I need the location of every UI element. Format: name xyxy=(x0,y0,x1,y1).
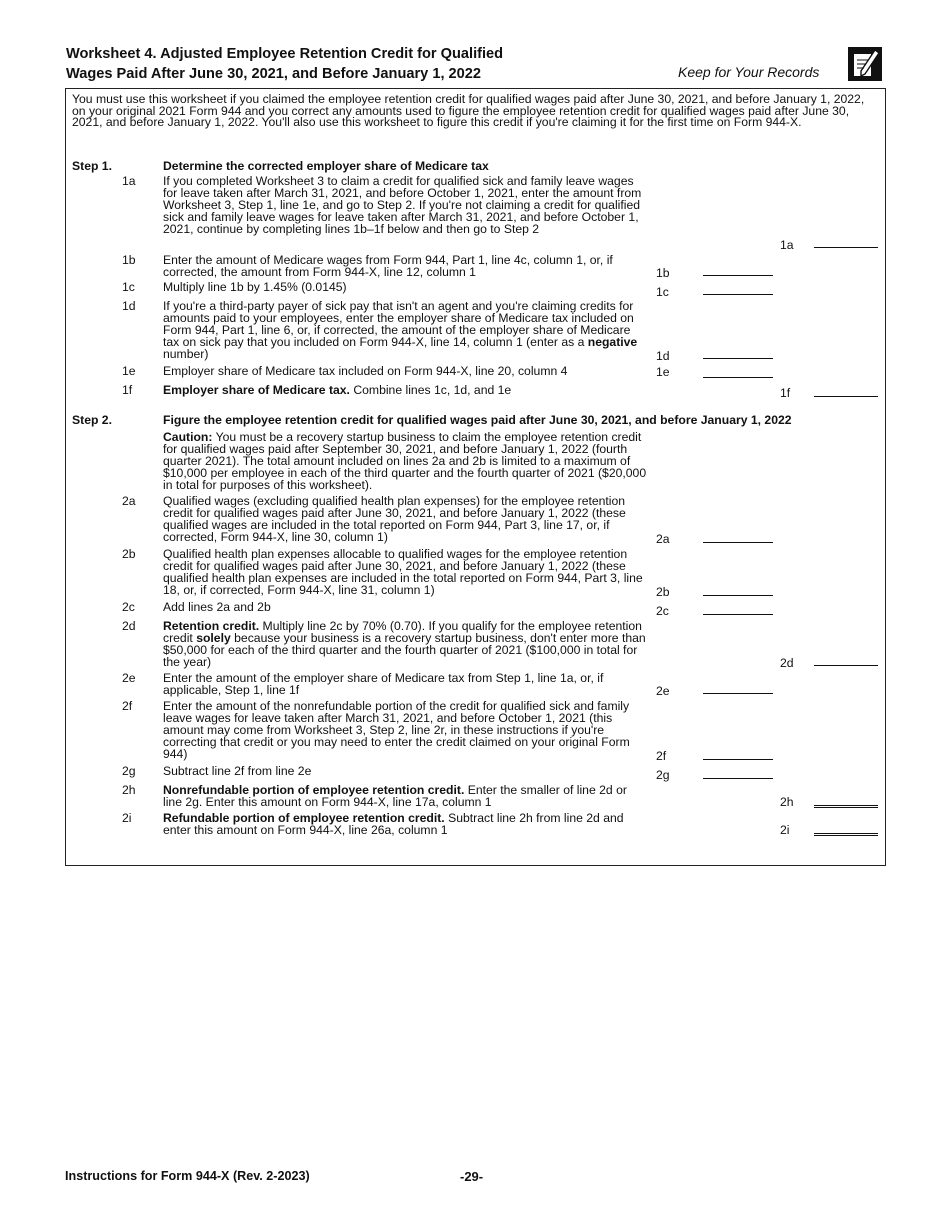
footer-page-number: -29- xyxy=(460,1169,484,1184)
line-1b-text: Enter the amount of Medicare wages from Form 944, Part 1, line 4c, column 1, or, if corrected, the amount from Form 944-X, line 12, column 1 xyxy=(163,253,613,279)
line-2f-ref: 2f xyxy=(656,749,667,763)
line-2f-amount-field[interactable] xyxy=(703,759,773,760)
line-2i-amount-field[interactable] xyxy=(814,833,878,836)
line-2h-ref: 2h xyxy=(780,795,794,809)
line-1b-number: 1b xyxy=(122,253,136,267)
worksheet-title xyxy=(66,44,503,84)
line-1a-ref: 1a xyxy=(780,238,794,252)
line-2g-amount-field[interactable] xyxy=(703,778,773,779)
line-1e-ref: 1e xyxy=(656,365,670,379)
line-2a-amount-field[interactable] xyxy=(703,542,773,543)
worksheet-title-line2: Wages Paid After June 30, 2021, and Before January 1, 2022 xyxy=(66,66,482,82)
line-1d-ref: 1d xyxy=(656,349,670,363)
line-1c-ref: 1c xyxy=(656,285,669,299)
pen-on-paper-icon xyxy=(848,47,882,81)
line-2e-number: 2e xyxy=(122,671,136,685)
footer-form-name: Instructions for Form 944-X (Rev. 2-2023) xyxy=(65,1169,310,1183)
line-2b-ref: 2b xyxy=(656,585,670,599)
line-1d-number: 1d xyxy=(122,299,136,313)
line-2d-text: Retention credit. Multiply line 2c by 70% (0.70). If you qualify for the employee retention credit solely because your business is a recovery startup business, don't enter more than $50,000 for each of the third quarter and the fourth quarter of 2021 ($100,000 in total for the year) xyxy=(163,619,646,669)
line-2e-amount-field[interactable] xyxy=(703,693,773,694)
line-1c-number: 1c xyxy=(122,280,135,294)
line-1b-ref: 1b xyxy=(656,266,670,280)
line-1e-number: 1e xyxy=(122,364,136,378)
step2-caution: Caution: You must be a recovery startup business to claim the employee retention credit for qualified wages paid after September 30, 2021, and before January 1, 2022 (fourth quarter 2021). The total amount included on lines 2a and 2b is limited to a maximum of $10,000 per employee in each of the third quarter and the fourth quarter of 2021 ($20,000 in total for purposes of this worksheet). xyxy=(163,430,647,492)
line-1a-text: If you completed Worksheet 3 to claim a credit for qualified sick and family leave wages for leave taken after March 31, 2021, and before October 1, 2021, enter the amount from Worksheet 3, Step 1, line 1e, and go to Step 2. If you're not claiming a credit for qualified sick and family leave wages for leave taken after March 31, 2021, and before October 1, 2021, continue by completing lines 1b–1f below and then go to Step 2 xyxy=(163,175,642,236)
line-2b-amount-field[interactable] xyxy=(703,595,773,596)
line-2d-amount-field[interactable] xyxy=(814,665,878,666)
line-1e-text: Employer share of Medicare tax included on Form 944-X, line 20, column 4 xyxy=(163,364,568,378)
line-2c-ref: 2c xyxy=(656,604,669,618)
line-1f-amount-field[interactable] xyxy=(814,396,878,397)
line-2e-text: Enter the amount of the employer share of Medicare tax from Step 1, line 1a, or, if applicable, Step 1, line 1f xyxy=(163,671,604,697)
line-1f-number: 1f xyxy=(122,383,133,397)
line-2d-ref: 2d xyxy=(780,656,794,670)
line-2g-ref: 2g xyxy=(656,768,670,782)
line-2e-ref: 2e xyxy=(656,684,670,698)
line-2c-number: 2c xyxy=(122,600,135,614)
line-1b-amount-field[interactable] xyxy=(703,275,773,276)
line-1d-amount-field[interactable] xyxy=(703,358,773,359)
worksheet-intro: You must use this worksheet if you claimed the employee retention credit for qualified wages paid after June 30, 2021, and before January 1, 2022, on your original 2021 Form 944 and you correct any amounts used to figure the employee retention credit for qualified wages paid after June 30, 2021, and before January 1, 2022. You'll also use this worksheet to figure this credit if you're claiming it for the first time on Form 944-X. xyxy=(72,92,865,130)
line-2b-text: Qualified health plan expenses allocable to qualified wages for the employee retention credit for qualified wages paid after June 30, 2021, and before January 1, 2022 (these qualified health plan expenses are included in the total reported on Form 944, Part 3, line 18, or, if corrected, Form 944-X, line 31, column 1) xyxy=(163,547,643,597)
line-1d-negative: negative xyxy=(587,335,638,349)
step1-label: Step 1. xyxy=(72,159,112,173)
step2-label: Step 2. xyxy=(72,413,112,427)
line-2f-number: 2f xyxy=(122,699,133,713)
line-1e-amount-field[interactable] xyxy=(703,377,773,378)
line-2g-text: Subtract line 2f from line 2e xyxy=(163,764,312,778)
line-2d-number: 2d xyxy=(122,619,136,633)
line-1d-text: If you're a third-party payer of sick pay that isn't an agent and you're claiming credits for amounts paid to your employees, enter the employer share of Medicare tax included on Form 944, Part 1, line 6, or, if corrected, the amount of the employer share of Medicare tax on sick pay that you included on Form 944-X, line 14, column 1 (enter as a negative number) xyxy=(163,299,638,361)
line-2b-number: 2b xyxy=(122,547,136,561)
worksheet-title-line1: Worksheet 4. Adjusted Employee Retention Credit for Qualified xyxy=(66,46,504,62)
line-2h-amount-field[interactable] xyxy=(814,805,878,808)
line-2h-text: Nonrefundable portion of employee retention credit. Enter the smaller of line 2d or line 2g. Enter this amount on Form 944-X, line 17a, column 1 xyxy=(163,783,627,809)
line-2i-ref: 2i xyxy=(780,823,790,837)
line-2c-text: Add lines 2a and 2b xyxy=(163,600,271,614)
line-2h-number: 2h xyxy=(122,783,136,797)
line-1a-amount-field[interactable] xyxy=(814,247,878,248)
keep-for-records: Keep for Your Records xyxy=(678,64,820,80)
line-1f-ref: 1f xyxy=(780,386,791,400)
line-2i-text: Refundable portion of employee retention credit. Subtract line 2h from line 2d and enter this amount on Form 944-X, line 26a, column 1 xyxy=(163,811,624,837)
line-2c-amount-field[interactable] xyxy=(703,614,773,615)
line-1c-text: Multiply line 1b by 1.45% (0.0145) xyxy=(163,280,347,294)
line-1a-number: 1a xyxy=(122,174,136,188)
line-1c-amount-field[interactable] xyxy=(703,294,773,295)
line-2f-text: Enter the amount of the nonrefundable portion of the credit for qualified sick and family leave wages for leave taken after March 31, 2021, and before October 1, 2021 (this amount may come from Worksheet 3, Step 2, line 2r, in these instructions if you're correcting that credit or you may need to enter the credit claimed on your original Form 944) xyxy=(163,699,630,761)
line-2a-ref: 2a xyxy=(656,532,670,546)
step2-heading: Figure the employee retention credit for qualified wages paid after June 30, 2021, and before January 1, 2022 xyxy=(163,413,792,427)
line-2a-text: Qualified wages (excluding qualified health plan expenses) for the employee retention credit for qualified wages paid after June 30, 2021, and before January 1, 2022 (these qualified wages are included in the total reported on Form 944, Part 3, line 17, or, if corrected, Form 944-X, line 30, column 1) xyxy=(163,494,626,544)
line-2i-number: 2i xyxy=(122,811,132,825)
line-2a-number: 2a xyxy=(122,494,136,508)
line-1f-text: Employer share of Medicare tax. Combine lines 1c, 1d, and 1e xyxy=(163,383,512,397)
line-2g-number: 2g xyxy=(122,764,136,778)
step1-heading: Determine the corrected employer share of Medicare tax xyxy=(163,159,489,173)
